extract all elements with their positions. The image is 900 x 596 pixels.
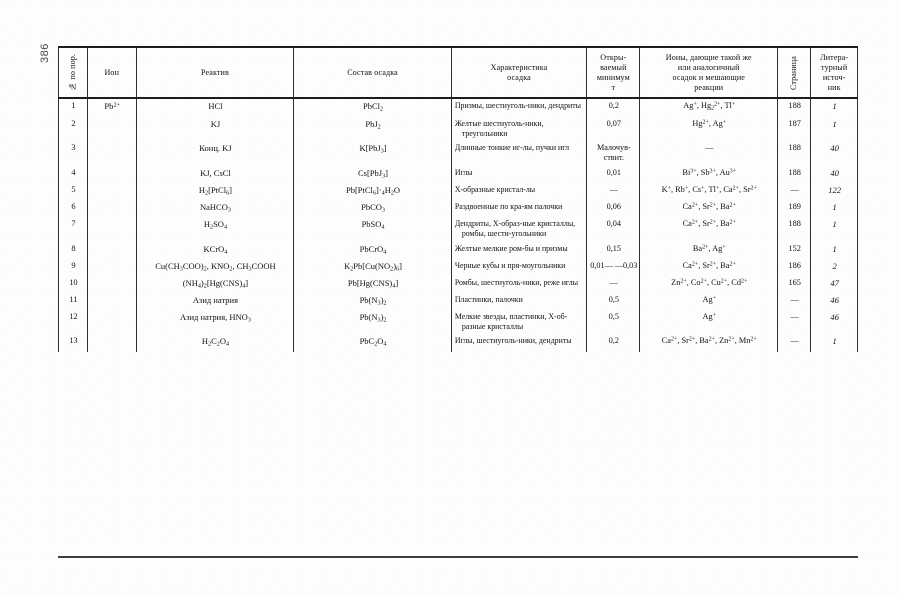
cell-characteristic: Раздвоенные по кра-ям палочки [451,200,586,217]
cell-characteristic: Ромбы, шестиуголь-ники, реже иглы [451,276,586,293]
cell-reagent: Азид натрия, $HNO_3$ [136,310,294,334]
cell-composition: PbJ$_2$ [294,117,452,141]
cell-characteristic: Дендриты, Х-образ-ные кристаллы, ромбы, шести-угольники [451,217,586,241]
cell-number: 8 [59,242,88,259]
cell-source: 1 [811,217,858,241]
cell-page: 189 [778,200,811,217]
cell-page: 188 [778,141,811,166]
cell-interfering-ions: K+, Rb+, Cs+, Tl+, $Ca^{2+}$, $Sr^{2+}$ [640,183,778,200]
cell-composition: PbCO$_3$ [294,200,452,217]
cell-source: 122 [811,183,858,200]
cell-source: 40 [811,141,858,166]
cell-reagent: $(NH_4)_2[Hg(CNS)_4]$ [136,276,294,293]
column-header-reagent: Реактив [136,47,294,98]
cell-interfering-ions: Ag+ [640,293,778,310]
cell-number: 12 [59,310,88,334]
table-row [59,310,858,334]
cell-interfering-ions: Ag+, $Hg_2^{2+}$, Tl+ [640,98,778,116]
cell-page: 188 [778,98,811,116]
cell-number: 2 [59,117,88,141]
cell-characteristic: Желтые мелкие ром-бы и призмы [451,242,586,259]
cell-minimum: 0,2 [587,98,640,116]
cell-page: 152 [778,242,811,259]
cell-interfering-ions: $Ca^{2+}$, $Sr^{2+}$, $Ba^{2+}$ [640,259,778,276]
cell-characteristic: Призмы, шестиуголь-ники, дендриты [451,98,586,116]
table-row [59,334,858,351]
cell-ion: $Pb^{2+}$ [87,98,136,351]
cell-number: 4 [59,166,88,183]
cell-composition: PbCl$_2$ [294,98,452,116]
cell-page: 186 [778,259,811,276]
cell-minimum: 0,5 [587,310,640,334]
cell-page: — [778,183,811,200]
cell-interfering-ions: $Hg^{2+}$, Ag+ [640,117,778,141]
cell-interfering-ions: $Ca^{2+}$, $Sr^{2+}$, $Ba^{2+}$ [640,200,778,217]
column-header-page: Страница [778,47,811,98]
cell-minimum: — [587,183,640,200]
cell-page: — [778,293,811,310]
table-header-row [59,47,858,98]
cell-number: 7 [59,217,88,241]
cell-characteristic: Длинные тонкие иг-лы, пучки игл [451,141,586,166]
table-row [59,293,858,310]
cell-source: 47 [811,276,858,293]
cell-source: 1 [811,98,858,116]
cell-page: 188 [778,166,811,183]
precipitate-reference-table [58,46,858,352]
table-row [59,259,858,276]
column-header-characteristic: Характеристика осадка [451,47,586,98]
cell-interfering-ions: Ag+ [640,310,778,334]
cell-composition: $K_2Pb[Cu(NO_2)_6]$ [294,259,452,276]
table-head [59,47,858,98]
cell-number: 6 [59,200,88,217]
cell-minimum: 0,01 [587,166,640,183]
reference-table-container [58,46,858,352]
cell-composition: Cs[PbJ$_3$] [294,166,452,183]
table-row [59,166,858,183]
column-header-interfering: Ионы, дающие такой же или аналогичный осадок и мешающие реакции [640,47,778,98]
cell-minimum: 0,06 [587,200,640,217]
cell-composition: $Pb(N_3)_2$ [294,293,452,310]
cell-minimum: — [587,276,640,293]
table-row [59,276,858,293]
column-header-number: № по пор. [59,47,88,98]
cell-page: — [778,310,811,334]
cell-reagent: $Cu(CH_3COO)_2$, $KNO_2$, $CH_3COOH$ [136,259,294,276]
cell-interfering-ions: $Ba^{2+}$, Ag+ [640,242,778,259]
table-row [59,217,858,241]
cell-minimum: 0,07 [587,117,640,141]
cell-reagent: $H_2SO_4$ [136,217,294,241]
cell-composition: $PbC_2O_4$ [294,334,452,351]
cell-reagent: KCrO$_4$ [136,242,294,259]
cell-composition: $Pb(N_3)_2$ [294,310,452,334]
column-header-ion: Ион [87,47,136,98]
cell-source: 1 [811,242,858,259]
table-row [59,200,858,217]
cell-source: 40 [811,166,858,183]
cell-page: 165 [778,276,811,293]
cell-reagent: NaHCO$_3$ [136,200,294,217]
table-row [59,141,858,166]
table-row [59,117,858,141]
cell-source: 2 [811,259,858,276]
cell-composition: PbCrO$_4$ [294,242,452,259]
cell-source: 46 [811,293,858,310]
cell-page: 188 [778,217,811,241]
cell-reagent: KJ, CsCl [136,166,294,183]
cell-composition: $Pb[PtCl_6]\cdot_4H_2O$ [294,183,452,200]
cell-characteristic: Желтые шестиуголь-ники, треугольники [451,117,586,141]
table-bottom-rule [58,556,858,558]
column-header-source: Литера- турный источ- ник [811,47,858,98]
table-row [59,183,858,200]
cell-number: 9 [59,259,88,276]
cell-number: 3 [59,141,88,166]
cell-minimum: 0,15 [587,242,640,259]
cell-reagent: Конц. KJ [136,141,294,166]
cell-page: — [778,334,811,351]
table-row [59,98,858,116]
cell-page: 187 [778,117,811,141]
cell-reagent: HCl [136,98,294,116]
cell-composition: $Pb[Hg(CNS)_4]$ [294,276,452,293]
cell-number: 11 [59,293,88,310]
cell-characteristic: Пластинки, палочки [451,293,586,310]
cell-composition: K[PbJ$_3$] [294,141,452,166]
cell-number: 5 [59,183,88,200]
cell-number: 13 [59,334,88,351]
column-header-minimum: Откры- ваемый минимум т [587,47,640,98]
page-folio-number: 386 [39,43,51,63]
cell-source: 1 [811,334,858,351]
table-body [59,98,858,351]
cell-interfering-ions: — [640,141,778,166]
column-header-composition: Состав осадка [294,47,452,98]
cell-minimum: Малочув-ствит. [587,141,640,166]
cell-source: 1 [811,117,858,141]
cell-composition: PbSO$_4$ [294,217,452,241]
cell-characteristic: Х-образные кристал-лы [451,183,586,200]
cell-characteristic: Мелкие звезды, пластинки, Х-об-разные кристаллы [451,310,586,334]
cell-interfering-ions: $Bi^{3+}$, $Sb^{3+}$, $Au^{3+}$ [640,166,778,183]
cell-minimum: 0,5 [587,293,640,310]
cell-number: 1 [59,98,88,116]
cell-minimum: 0,01— —0,03 [587,259,640,276]
cell-reagent: Азид натрия [136,293,294,310]
table-row [59,242,858,259]
cell-characteristic: Иглы, шестиуголь-ники, дендриты [451,334,586,351]
cell-source: 1 [811,200,858,217]
cell-interfering-ions: $Ca^{2+}$, $Sr^{2+}$, $Ba^{2+}$, $Zn^{2+}$, $Mn^{2+}$ [640,334,778,351]
cell-characteristic: Иглы [451,166,586,183]
cell-number: 10 [59,276,88,293]
cell-reagent: $H_2[PtCl_6]$ [136,183,294,200]
cell-reagent: KJ [136,117,294,141]
cell-minimum: 0,2 [587,334,640,351]
cell-interfering-ions: $Ca^{2+}$, $Sr^{2+}$, $Ba^{2+}$ [640,217,778,241]
cell-interfering-ions: $Zn^{2+}$, $Co^{2+}$, $Cu^{2+}$, $Cd^{2+}$ [640,276,778,293]
cell-characteristic: Черные кубы и пря-моугольники [451,259,586,276]
cell-reagent: $H_2C_2O_4$ [136,334,294,351]
cell-source: 46 [811,310,858,334]
cell-minimum: 0,04 [587,217,640,241]
